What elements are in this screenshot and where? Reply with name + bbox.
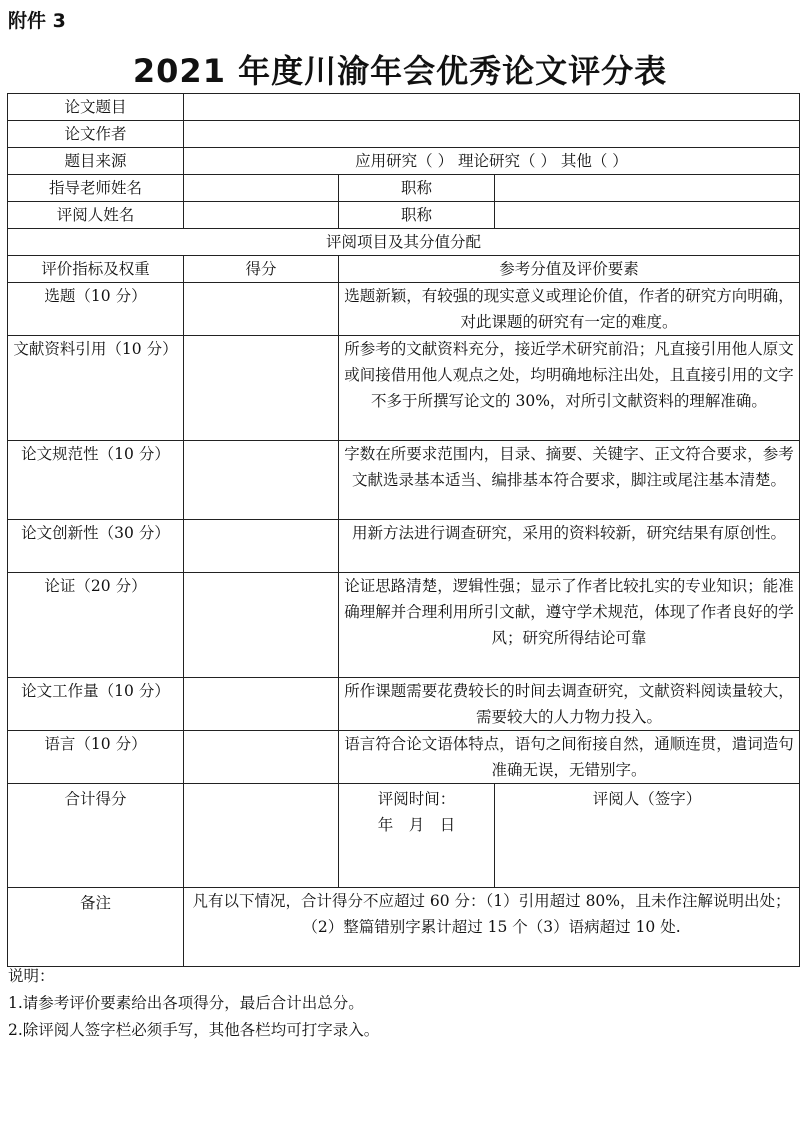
criterion-score-field[interactable] [184, 441, 339, 520]
criterion-name: 选题（10 分） [8, 283, 184, 336]
section-header: 评阅项目及其分值分配 [8, 229, 800, 256]
criterion-description: 论证思路清楚，逻辑性强；显示了作者比较扎实的专业知识；能准确理解并合理利用所引文献，遵守学术规范，体现了作者良好的学风；研究所得结论可靠 [339, 573, 800, 678]
review-time-cell[interactable] [339, 784, 495, 888]
criterion-description: 所参考的文献资料充分，接近学术研究前沿；凡直接引用他人原文或间接借用他人观点之处，均明确地标注出处，且直接引用的文字不多于所撰写论文的 30%，对所引文献资料的理解准确。 [339, 336, 800, 441]
criterion-name: 语言（10 分） [8, 731, 184, 784]
criterion-name: 文献资料引用（10 分） [8, 336, 184, 441]
advisor-name-field[interactable] [184, 175, 339, 202]
reviewer-signature-cell[interactable] [495, 784, 800, 888]
criterion-score-field[interactable] [184, 336, 339, 441]
source-row [8, 148, 800, 175]
review-time-label: 评阅时间： [377, 790, 456, 808]
criterion-score-field[interactable] [184, 520, 339, 573]
column-header-score: 得分 [184, 256, 339, 283]
page-title: 2021 年度川渝年会优秀论文评分表 [132, 52, 668, 90]
criterion-score-field[interactable] [184, 731, 339, 784]
remarks-label: 备注 [8, 888, 184, 967]
criterion-row [8, 283, 800, 336]
paper-title-field[interactable] [184, 94, 800, 121]
review-date-placeholder: 年 月 日 [377, 816, 456, 834]
remarks-row [8, 888, 800, 967]
criterion-score-field[interactable] [184, 283, 339, 336]
notes-item: 1.请参考评价要素给出各项得分，最后合计出总分。 [8, 994, 364, 1012]
attachment-label: 附件 3 [8, 10, 66, 32]
advisor-label: 指导老师姓名 [8, 175, 184, 202]
source-label: 题目来源 [8, 148, 184, 175]
paper-title-row [8, 94, 800, 121]
criterion-row [8, 573, 800, 678]
criterion-row [8, 678, 800, 731]
criterion-row [8, 336, 800, 441]
criterion-score-field[interactable] [184, 573, 339, 678]
paper-author-label: 论文作者 [8, 121, 184, 148]
paper-author-field[interactable] [184, 121, 800, 148]
criterion-name: 论文创新性（30 分） [8, 520, 184, 573]
notes-block [8, 963, 379, 1044]
advisor-position-field[interactable] [495, 175, 800, 202]
criterion-row [8, 441, 800, 520]
paper-author-row [8, 121, 800, 148]
criterion-description: 字数在所要求范围内，目录、摘要、关键字、正文符合要求，参考文献选录基本适当、编排基本符合要求，脚注或尾注基本清楚。 [339, 441, 800, 520]
criterion-score-field[interactable] [184, 678, 339, 731]
criterion-row [8, 520, 800, 573]
reviewer-name-field[interactable] [184, 202, 339, 229]
total-score-field[interactable] [184, 784, 339, 888]
section-header-row [8, 229, 800, 256]
notes-heading: 说明： [8, 967, 55, 985]
reviewer-position-field[interactable] [495, 202, 800, 229]
total-row [8, 784, 800, 888]
criterion-description: 用新方法进行调查研究，采用的资料较新，研究结果有原创性。 [339, 520, 800, 573]
reviewer-label: 评阅人姓名 [8, 202, 184, 229]
total-label: 合计得分 [8, 784, 184, 888]
reviewer-row [8, 202, 800, 229]
criterion-description: 语言符合论文语体特点，语句之间衔接自然，通顺连贯，遣词造句准确无误，无错别字。 [339, 731, 800, 784]
criterion-name: 论证（20 分） [8, 573, 184, 678]
criterion-description: 所作课题需要花费较长的时间去调查研究，文献资料阅读量较大，需要较大的人力物力投入。 [339, 678, 800, 731]
criterion-name: 论文规范性（10 分） [8, 441, 184, 520]
column-header-criteria: 评价指标及权重 [8, 256, 184, 283]
advisor-position-label: 职称 [339, 175, 495, 202]
column-header-row [8, 256, 800, 283]
criterion-description: 选题新颖，有较强的现实意义或理论价值，作者的研究方向明确，对此课题的研究有一定的难度。 [339, 283, 800, 336]
criterion-row [8, 731, 800, 784]
reviewer-position-label: 职称 [339, 202, 495, 229]
criterion-name: 论文工作量（10 分） [8, 678, 184, 731]
evaluation-form-table [7, 93, 800, 967]
paper-title-label: 论文题目 [8, 94, 184, 121]
remarks-text: 凡有以下情况，合计得分不应超过 60 分：（1）引用超过 80%，且未作注解说明出处；（2）整篇错别字累计超过 15 个（3）语病超过 10 处. [184, 888, 800, 967]
column-header-description: 参考分值及评价要素 [339, 256, 800, 283]
source-options[interactable]: 应用研究（ ） 理论研究（ ） 其他（ ） [184, 148, 800, 175]
advisor-row [8, 175, 800, 202]
notes-item: 2.除评阅人签字栏必须手写，其他各栏均可打字录入。 [8, 1021, 380, 1039]
reviewer-signature-label: 评阅人（签字） [592, 790, 702, 808]
